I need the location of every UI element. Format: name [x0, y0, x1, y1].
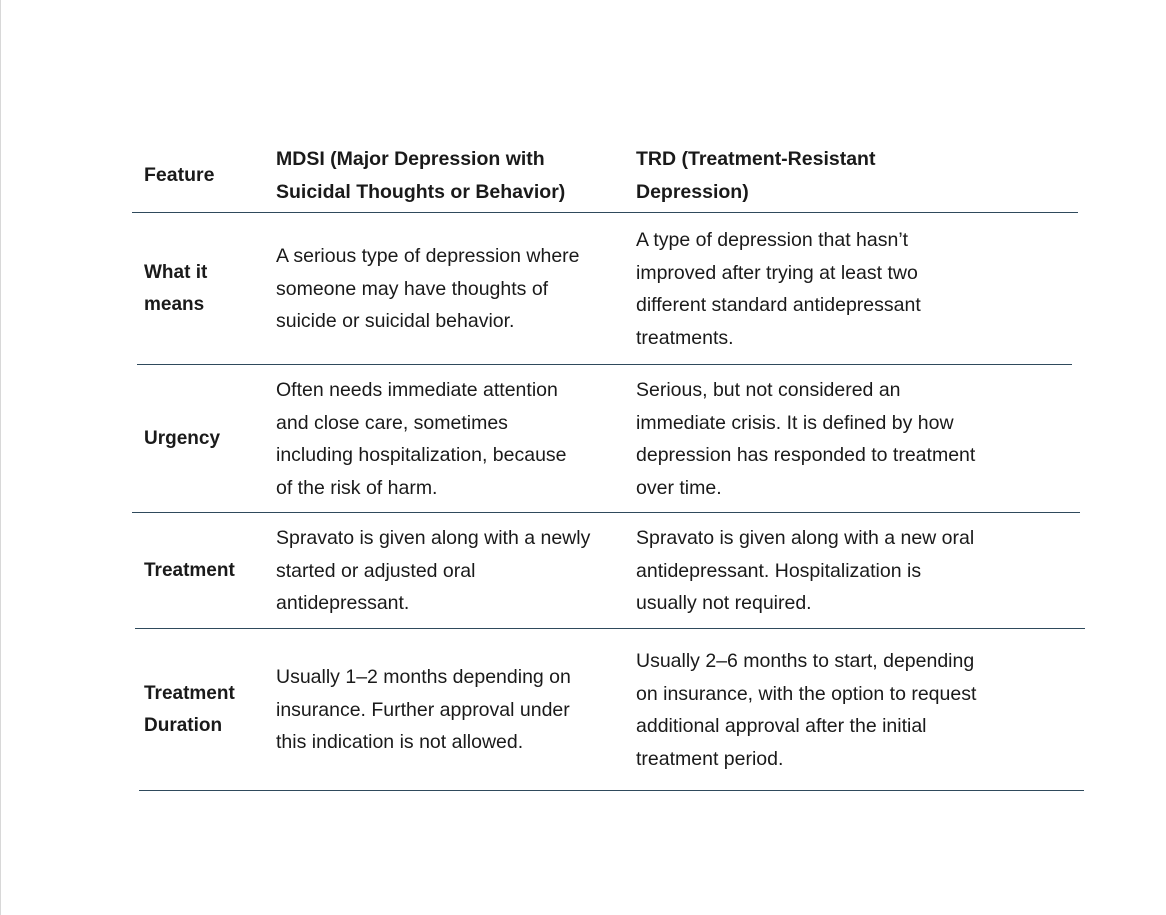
- cell-line: different standard antidepressant: [636, 294, 921, 316]
- cell-line: A type of depression that hasn’t: [636, 229, 909, 251]
- row-divider: [139, 790, 1084, 791]
- trd-cell: [624, 374, 1084, 504]
- cell-line: suicide or suicidal behavior.: [276, 310, 515, 333]
- comparison-table: [132, 136, 1084, 791]
- mdsi-cell: [264, 240, 624, 338]
- row-label-line: Duration: [144, 715, 223, 736]
- table-row: [132, 629, 1084, 791]
- cell-line: started or adjusted oral: [276, 559, 476, 582]
- row-label-line: Treatment: [144, 559, 235, 581]
- header-trd-line: Depression): [636, 180, 749, 203]
- header-feature-text: Feature: [144, 164, 215, 187]
- header-mdsi-line: MDSI (Major Depression with: [276, 148, 545, 170]
- table-row: [132, 213, 1084, 365]
- row-label: [132, 423, 264, 456]
- header-trd: [624, 141, 1084, 208]
- trd-cell: [624, 645, 1084, 775]
- cell-line: and close care, sometimes: [276, 411, 508, 434]
- trd-cell: [624, 224, 1084, 354]
- header-mdsi: [264, 141, 624, 208]
- cell-line: of the risk of harm.: [276, 476, 438, 499]
- cell-line: Usually 2–6 months to start, depending: [636, 650, 975, 672]
- row-label-line: means: [144, 294, 205, 315]
- cell-line: this indication is not allowed.: [276, 731, 524, 754]
- cell-line: Spravato is given along with a new oral: [636, 527, 975, 550]
- cell-line: over time.: [636, 476, 722, 499]
- cell-line: insurance. Further approval under: [276, 698, 570, 721]
- header-feature: [132, 157, 264, 192]
- cell-line: antidepressant.: [276, 592, 410, 615]
- mdsi-cell: [264, 661, 624, 759]
- cell-line: immediate crisis. It is defined by how: [636, 411, 954, 434]
- row-label-line: Treatment: [144, 682, 235, 704]
- cell-line: additional approval after the initial: [636, 715, 927, 737]
- row-label-line: Urgency: [144, 427, 221, 449]
- cell-line: Often needs immediate attention: [276, 379, 558, 401]
- row-label: [132, 555, 264, 588]
- table-header-row: [132, 136, 1084, 213]
- mdsi-cell: [264, 374, 624, 504]
- cell-line: improved after trying at least two: [636, 261, 918, 284]
- table-row: [132, 365, 1084, 513]
- cell-line: depression has responded to treatment: [636, 444, 976, 466]
- cell-line: antidepressant. Hospitalization is: [636, 559, 922, 582]
- table-row: [132, 513, 1084, 629]
- cell-line: someone may have thoughts of: [276, 277, 549, 300]
- mdsi-cell: [264, 522, 624, 620]
- row-label: [132, 678, 264, 743]
- header-mdsi-line: Suicidal Thoughts or Behavior): [276, 180, 566, 203]
- cell-line: including hospitalization, because: [276, 444, 567, 466]
- cell-line: Spravato is given along with a newly: [276, 527, 591, 550]
- trd-cell: [624, 522, 1084, 620]
- cell-line: treatments.: [636, 326, 734, 349]
- cell-line: treatment period.: [636, 747, 784, 770]
- cell-line: on insurance, with the option to request: [636, 682, 977, 705]
- page-edge: [0, 0, 1, 915]
- header-trd-line: TRD (Treatment-Resistant: [636, 148, 876, 170]
- cell-line: usually not required.: [636, 592, 812, 615]
- row-label-line: What it: [144, 261, 208, 283]
- cell-line: Usually 1–2 months depending on: [276, 666, 571, 689]
- cell-line: Serious, but not considered an: [636, 379, 901, 401]
- row-label: [132, 257, 264, 322]
- cell-line: A serious type of depression where: [276, 245, 580, 268]
